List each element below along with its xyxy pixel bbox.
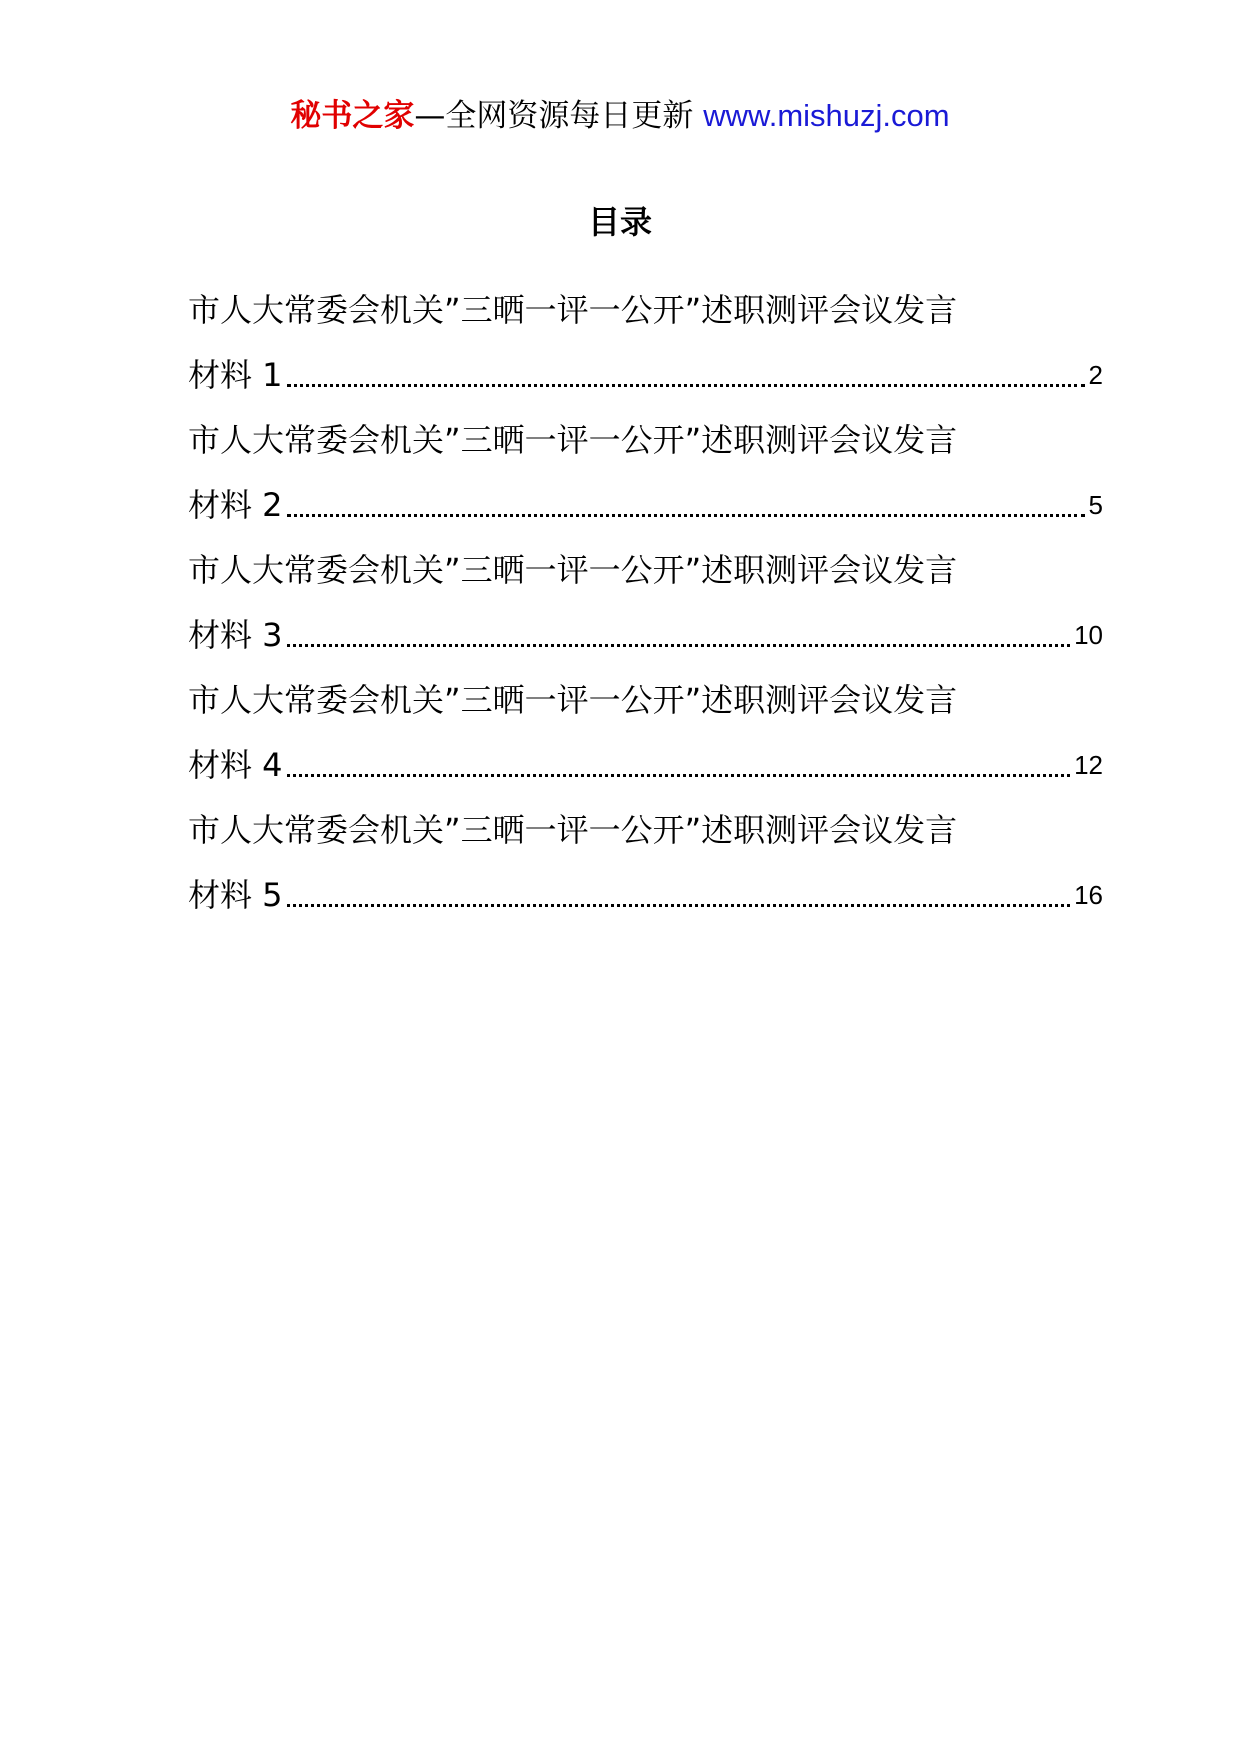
toc-entry-subtitle: 材料 1: [188, 356, 283, 394]
toc-page-number: 10: [1074, 620, 1103, 650]
toc-entry-subtitle: 材料 2: [188, 486, 283, 524]
toc-entry-line: [188, 745, 1103, 785]
toc-title: 目录: [587, 203, 652, 241]
toc-page-number: 2: [1088, 360, 1103, 390]
dot-leader: [287, 774, 1071, 777]
table-of-contents: [188, 290, 1103, 940]
toc-entry-line: [188, 875, 1103, 915]
toc-entry-subtitle: 材料 5: [188, 876, 283, 914]
toc-entry-line: [188, 355, 1103, 395]
toc-entry-5[interactable]: [188, 810, 1103, 915]
dot-leader: [287, 384, 1085, 387]
site-url-link[interactable]: www.mishuzj.com: [703, 98, 950, 133]
page-header: [0, 96, 1240, 136]
dot-leader: [287, 514, 1085, 517]
toc-page-number: 16: [1074, 880, 1103, 910]
brand-name: 秘书之家: [290, 98, 415, 134]
toc-entry-2[interactable]: [188, 420, 1103, 525]
toc-page-number: 5: [1088, 490, 1103, 520]
dot-leader: [287, 904, 1071, 907]
toc-entry-title: 市人大常委会机关”三晒一评一公开”述职测评会议发言: [188, 681, 958, 719]
toc-entry-3[interactable]: [188, 550, 1103, 655]
toc-entry-line: [188, 485, 1103, 525]
toc-entry-title: 市人大常委会机关”三晒一评一公开”述职测评会议发言: [188, 811, 958, 849]
toc-entry-subtitle: 材料 3: [188, 616, 283, 654]
header-tagline: —全网资源每日更新: [414, 98, 694, 134]
dot-leader: [287, 644, 1071, 647]
toc-entry-title: 市人大常委会机关”三晒一评一公开”述职测评会议发言: [188, 421, 958, 459]
toc-entry-title: 市人大常委会机关”三晒一评一公开”述职测评会议发言: [188, 291, 958, 329]
toc-entry-title: 市人大常委会机关”三晒一评一公开”述职测评会议发言: [188, 551, 958, 589]
toc-entry-subtitle: 材料 4: [188, 746, 283, 784]
toc-entry-1[interactable]: [188, 290, 1103, 395]
toc-page-number: 12: [1074, 750, 1103, 780]
toc-entry-4[interactable]: [188, 680, 1103, 785]
toc-entry-line: [188, 615, 1103, 655]
